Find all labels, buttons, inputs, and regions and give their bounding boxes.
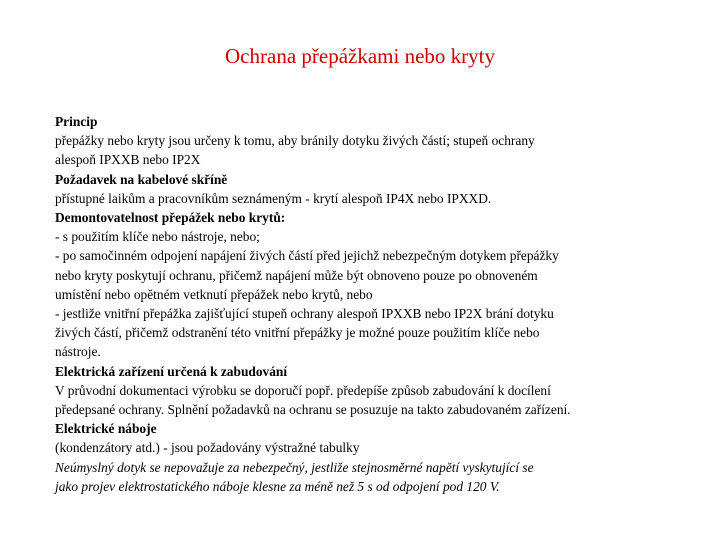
- section-heading-electric-charges: Elektrické náboje: [55, 421, 157, 437]
- removability-line: nebo kryty poskytují ochranu, přičemž napájení může být obnoveno pouze po obnoveném: [55, 267, 538, 283]
- removability-line: - po samočinném odpojení napájení živých částí před jejichž nebezpečným dotykem přepážky: [55, 248, 559, 264]
- removability-line: nástroje.: [55, 344, 101, 360]
- electric-charges-line: (kondenzátory atd.) - jsou požadovány výstražné tabulky: [55, 440, 360, 456]
- removability-line: umístění nebo opětném vetknutí přepážek nebo krytů, nebo: [55, 286, 373, 302]
- slide-body: [55, 112, 685, 496]
- section-heading-principle: Princip: [55, 114, 98, 129]
- built-in-equipment-line: předepsané ochrany. Splnění požadavků na ochranu se posuzuje na takto zabudovaném zařízení.: [55, 402, 571, 418]
- note-line: Neúmyslný dotyk se nepovažuje za nebezpečný, jestliže stejnosměrné napětí vyskytující se: [55, 459, 534, 475]
- removability-line: - jestliže vnitřní přepážka zajišťující stupeň ochrany alespoň IPXXB nebo IP2X brání dotyku: [55, 306, 554, 322]
- slide-title: Ochrana přepážkami nebo kryty: [225, 44, 495, 68]
- built-in-equipment-line: V průvodní dokumentaci výrobku se doporučí popř. předepíše způsob zabudování k docílení: [55, 382, 551, 398]
- principle-line: alespoň IPXXB nebo IP2X: [55, 152, 201, 168]
- cabinet-requirement-line: přístupné laikům a pracovníkům seznámeným - krytí alespoň IP4X nebo IPXXD.: [55, 190, 492, 206]
- section-heading-cabinet-requirement: Požadavek na kabelové skříně: [55, 171, 228, 187]
- section-heading-built-in-equipment: Elektrická zařízení určená k zabudování: [55, 363, 288, 379]
- section-heading-removability: Demontovatelnost přepážek nebo krytů:: [55, 210, 286, 226]
- principle-line: přepážky nebo kryty jsou určeny k tomu, aby bránily dotyku živých částí; stupeň ochrany: [55, 133, 535, 149]
- removability-line: - s použitím klíče nebo nástroje, nebo;: [55, 229, 260, 245]
- removability-line: živých částí, přičemž odstranění této vnitřní přepážky je možné pouze použitím klíče nebo: [55, 325, 540, 341]
- note-line: jako projev elektrostatického náboje klesne za méně než 5 s od odpojení pod 120 V.: [55, 478, 500, 494]
